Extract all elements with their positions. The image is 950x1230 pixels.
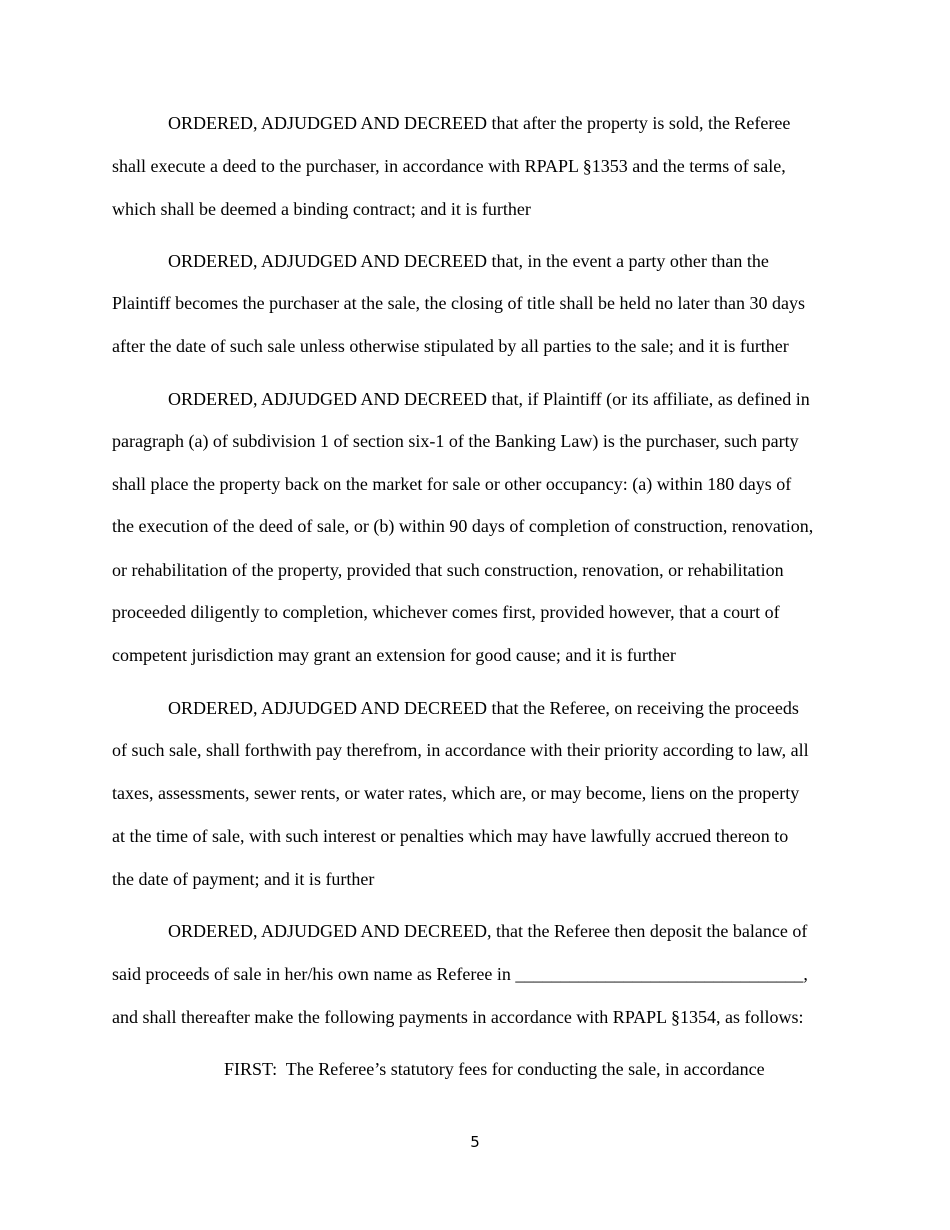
paragraph-1-line-3: which shall be deemed a binding contract; and it is further: [112, 199, 531, 219]
paragraph-5-line-1: ORDERED, ADJUDGED AND DECREED, that the Referee then deposit the balance of: [168, 921, 808, 941]
paragraph-3-line-1: ORDERED, ADJUDGED AND DECREED that, if Plaintiff (or its affiliate, as defined in: [168, 389, 810, 409]
paragraph-5-line-3: and shall thereafter make the following payments in accordance with RPAPL §1354, as follows:: [112, 1007, 804, 1027]
paragraph-3-line-6: proceeded diligently to completion, whichever comes first, provided however, that a court of: [112, 602, 780, 622]
paragraph-1-line-1: ORDERED, ADJUDGED AND DECREED that after the property is sold, the Referee: [168, 113, 791, 133]
paragraph-2-line-2: Plaintiff becomes the purchaser at the sale, the closing of title shall be held no later than 30 days: [112, 293, 805, 313]
first-payment-item: FIRST: The Referee’s statutory fees for conducting the sale, in accordance: [224, 1059, 765, 1079]
paragraph-4-line-1: ORDERED, ADJUDGED AND DECREED that the Referee, on receiving the proceeds: [168, 698, 799, 718]
paragraph-3-line-7: competent jurisdiction may grant an extension for good cause; and it is further: [112, 645, 676, 665]
page-number: 5: [470, 1133, 480, 1151]
paragraph-4-line-2: of such sale, shall forthwith pay therefrom, in accordance with their priority according to law, all: [112, 740, 809, 760]
paragraph-1-line-2: shall execute a deed to the purchaser, in accordance with RPAPL §1353 and the terms of sale,: [112, 156, 786, 176]
paragraph-3-line-5: or rehabilitation of the property, provided that such construction, renovation, or rehabilitation: [112, 560, 784, 580]
paragraph-3-line-2: paragraph (a) of subdivision 1 of section six-1 of the Banking Law) is the purchaser, such party: [112, 431, 799, 451]
paragraph-3-line-3: shall place the property back on the market for sale or other occupancy: (a) within 180 days of: [112, 474, 792, 494]
paragraph-4-line-5: the date of payment; and it is further: [112, 869, 375, 889]
paragraph-3-line-4: the execution of the deed of sale, or (b) within 90 days of completion of construction, renovation,: [112, 516, 814, 536]
paragraph-2-line-1: ORDERED, ADJUDGED AND DECREED that, in the event a party other than the: [168, 251, 769, 271]
paragraph-2-line-3: after the date of such sale unless otherwise stipulated by all parties to the sale; and it is further: [112, 336, 789, 356]
paragraph-4-line-4: at the time of sale, with such interest or penalties which may have lawfully accrued thereon to: [112, 826, 789, 846]
paragraph-5-line-2: said proceeds of sale in her/his own name as Referee in ________________________________,: [112, 964, 808, 984]
paragraph-4-line-3: taxes, assessments, sewer rents, or water rates, which are, or may become, liens on the property: [112, 783, 800, 803]
